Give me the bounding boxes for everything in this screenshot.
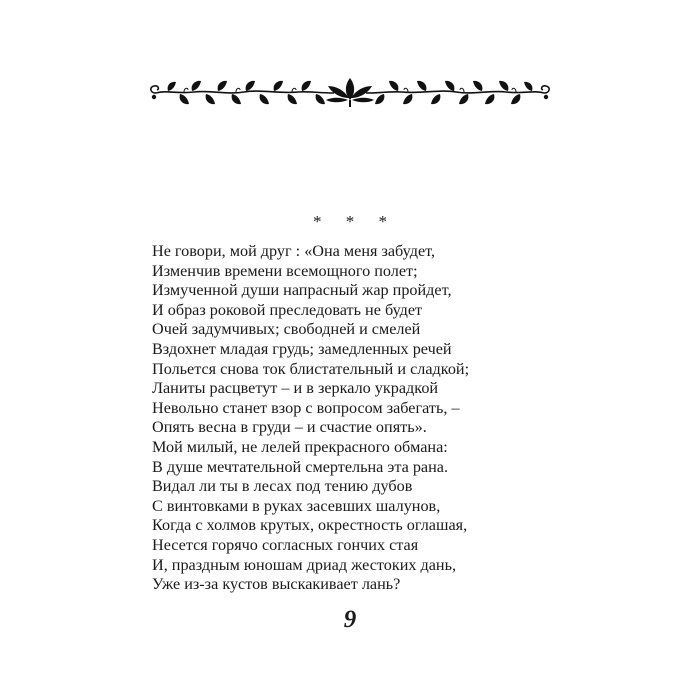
- poem-line: Уже из-за кустов выскакивает лань?: [152, 575, 401, 594]
- poem-line: И образ роковой преследовать не будет: [152, 300, 423, 319]
- poem-line: Несется горячо согласных гончих стая: [152, 535, 419, 554]
- poem-text: [152, 242, 572, 595]
- poem-line: Мой милый, не лелей прекрасного обмана:: [152, 437, 448, 456]
- poem-line: Не говори, мой друг : «Она меня забудет,: [152, 242, 436, 260]
- poem-line: В душе мечтательной смертельна эта рана.: [152, 457, 448, 476]
- poem-line: Опять весна в груди – и счастие опять».: [152, 418, 427, 437]
- poem-line: Когда с холмов крутых, окрестность оглашая,: [152, 516, 468, 535]
- poem-line: Польется снова ток блистательный и сладкой;: [152, 359, 470, 378]
- floral-vine-divider-icon: [148, 76, 552, 110]
- poem-line: Измученной души напрасный жар пройдет,: [152, 281, 452, 300]
- poem-line: И, праздным юношам дриад жестоких дань,: [152, 555, 457, 574]
- page-number: 9: [343, 606, 357, 633]
- section-separator-stars: * * *: [313, 212, 397, 231]
- poem-line: Очей задумчивых; свободней и смелей: [152, 320, 421, 339]
- poem-line: Изменчив времени всемощного полет;: [152, 261, 418, 280]
- poem-line: Ланиты расцветут – и в зеркало украдкой: [152, 379, 439, 398]
- poem-line: С винтовками в руках засевших шалунов,: [152, 496, 441, 515]
- poem-line: Невольно станет взор с вопросом забегать, –: [152, 398, 460, 417]
- poem-line: Видал ли ты в лесах под тению дубов: [152, 477, 413, 496]
- poem-line: Вздохнет младая грудь; замедленных речей: [152, 339, 452, 358]
